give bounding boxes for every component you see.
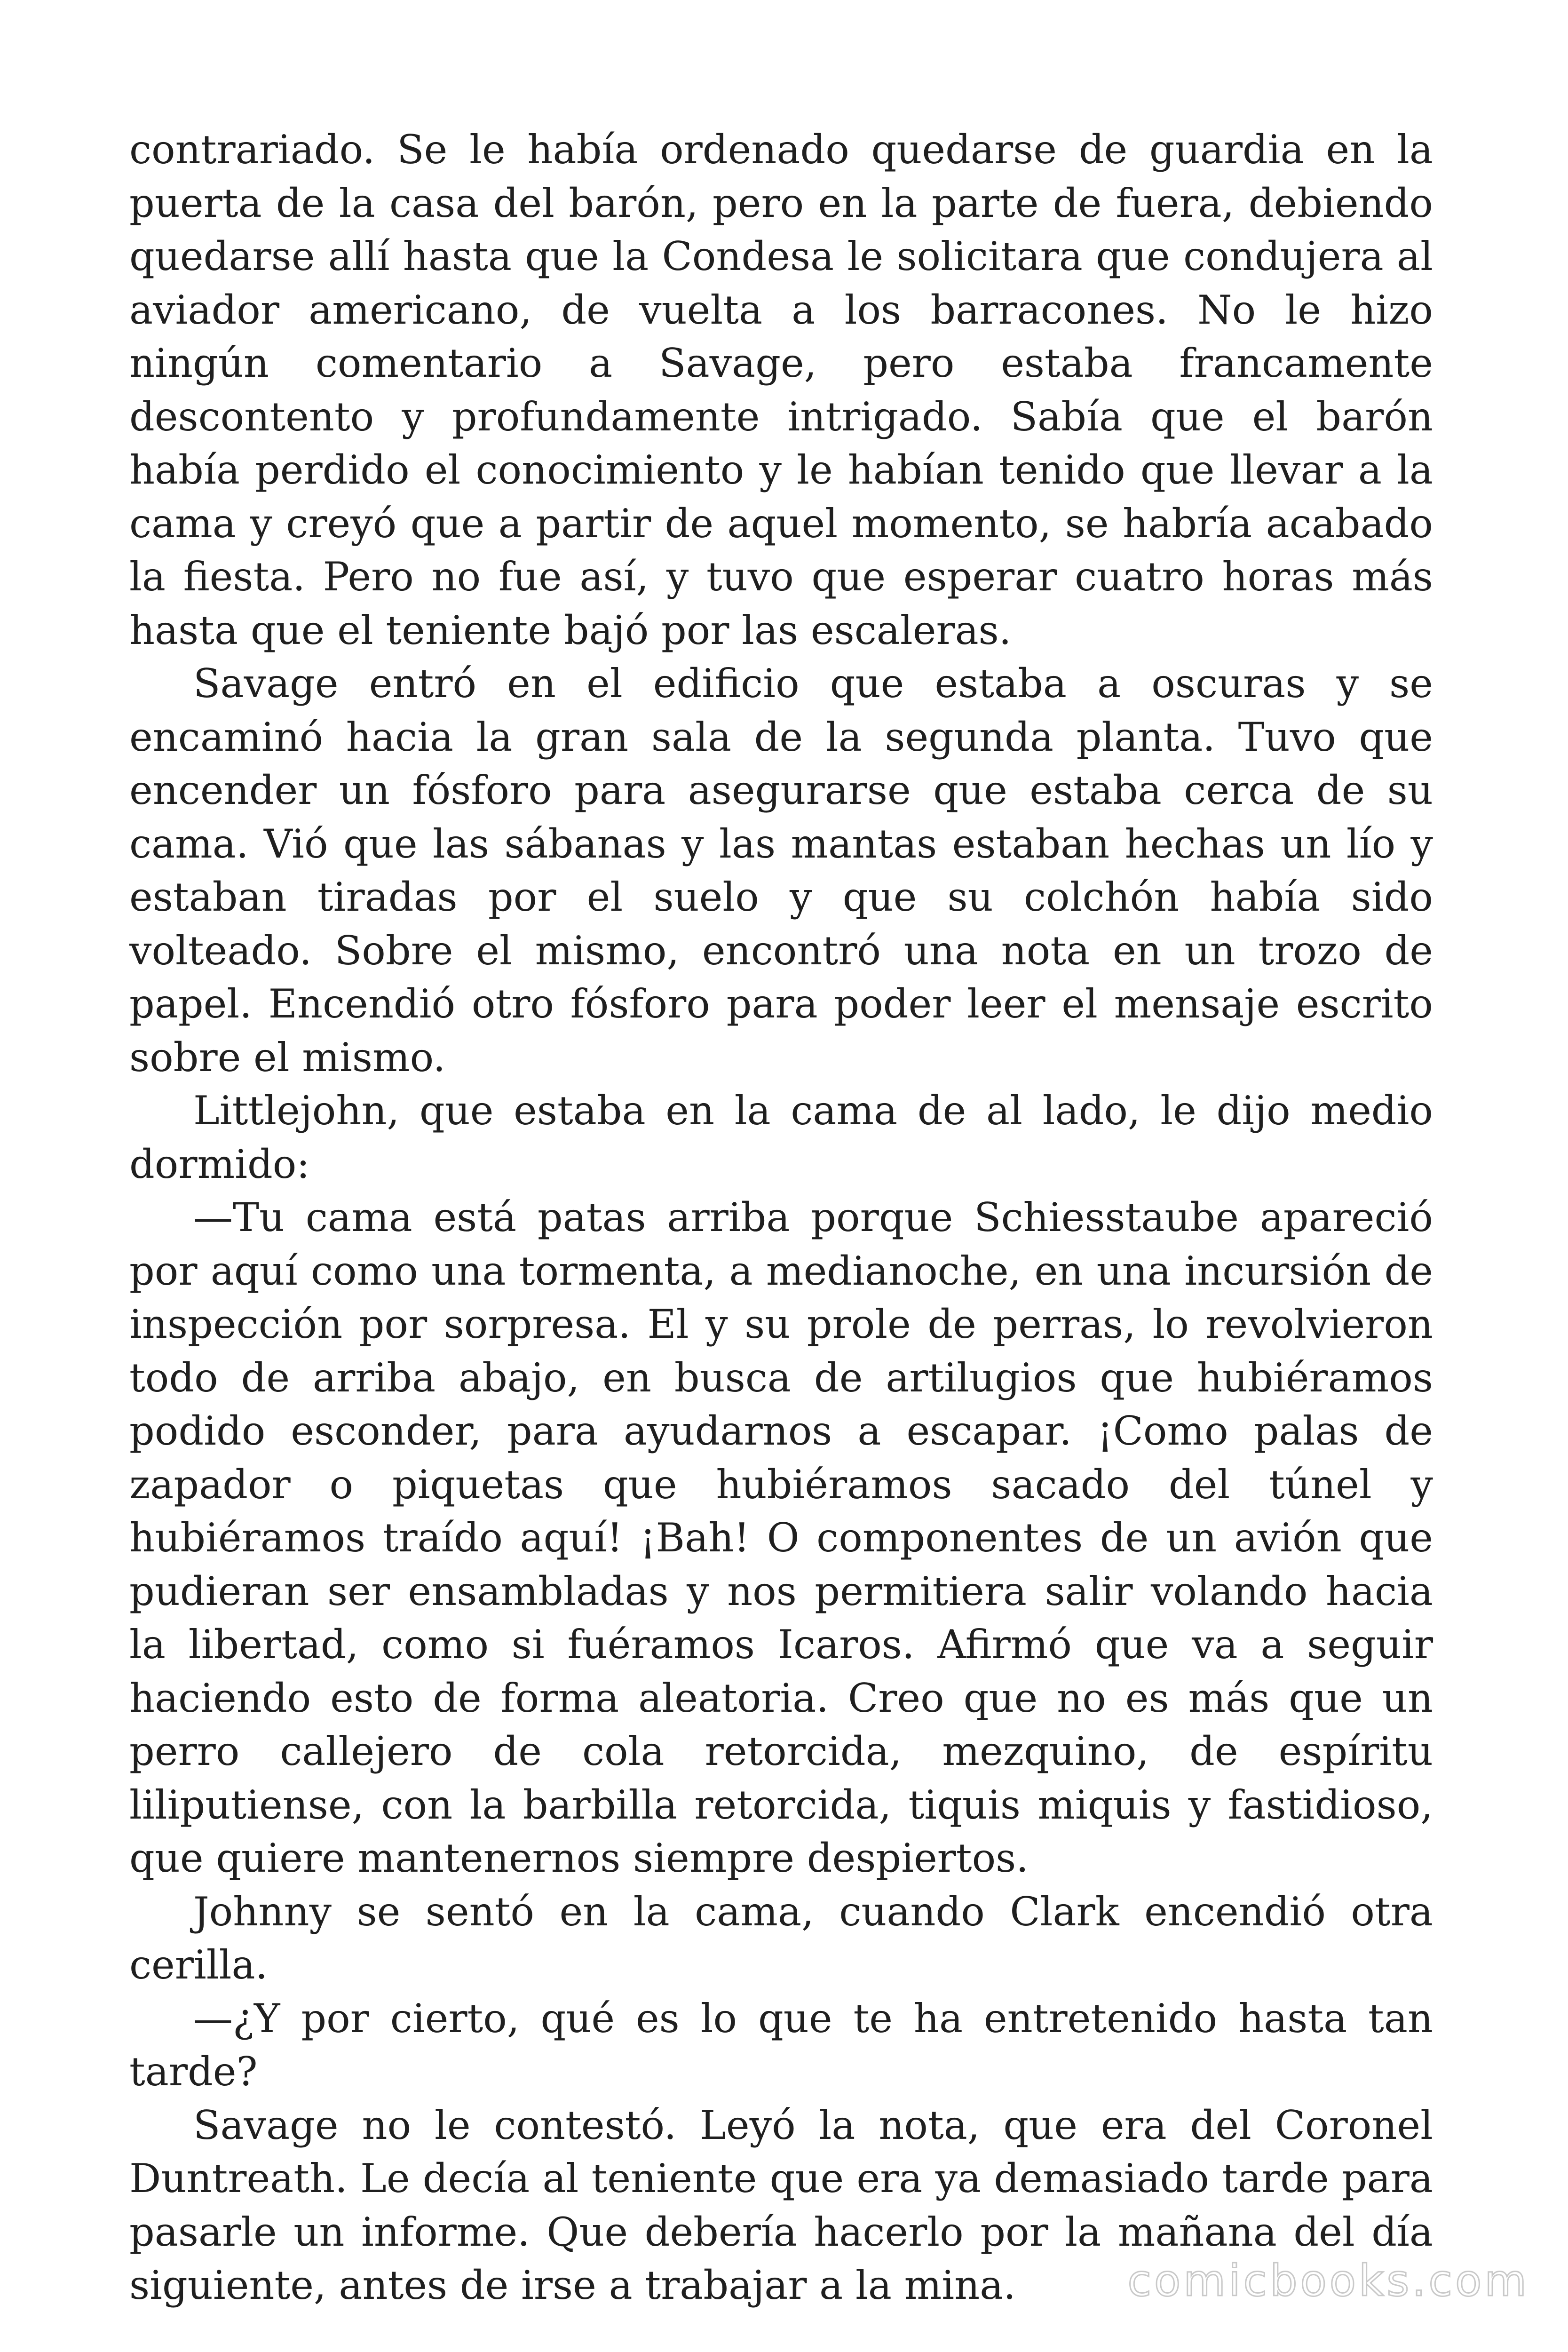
paragraph-4: —Tu cama está patas arriba porque Schiesstaube apareció por aquí como una tormenta, a medianoche, en una incursión de inspección por sorpresa. El y su prole de perras, lo revolvieron todo de arriba abajo, en busca de artilugios que hubiéramos podido esconder, para ayudarnos a escapar. ¡Como palas de zapador o piquetas que hubiéramos sacado del túnel y hubiéramos traído aquí! ¡Bah! O componentes de un avión que pudieran ser ensambladas y nos permitiera salir volando hacia la libertad, como si fuéramos Icaros. Afirmó que va a seguir haciendo esto de forma aleatoria. Creo que no es más que un perro callejero de cola retorcida, mezquino, de espíritu liliputiense, con la barbilla retorcida, tiquis miquis y fastidioso, que quiere mantenernos siempre despiertos. (129, 1194, 1433, 1881)
paragraph-7: Savage no le contestó. Leyó la nota, que era del Coronel Duntreath. Le decía al teniente que era ya demasiado tarde para pasarle un informe. Que debería hacerlo por la mañana del día siguiente, antes de irse a trabajar a la mina. (129, 2102, 1433, 2308)
paragraph-5: Johnny se sentó en la cama, cuando Clark encendió otra cerilla. (129, 1888, 1433, 1988)
paragraph-6: —¿Y por cierto, qué es lo que te ha entretenido hasta tan tarde? (129, 1995, 1433, 2095)
paragraph-1: contrariado. Se le había ordenado quedarse de guardia en la puerta de la casa del barón, pero en la parte de fuera, debiendo quedarse allí hasta que la Condesa le solicitara que condujera al aviador americano, de vuelta a los barracones. No le hizo ningún comentario a Savage, pero estaba francamente descontento y profundamente intrigado. Sabía que el barón había perdido el conocimiento y le habían tenido que llevar a la cama y creyó que a partir de aquel momento, se habría acabado la fiesta. Pero no fue así, y tuvo que esperar cuatro horas más hasta que el teniente bajó por las escaleras. (129, 127, 1433, 653)
paragraph-2: Savage entró en el edificio que estaba a oscuras y se encaminó hacia la gran sala de la segunda planta. Tuvo que encender un fósforo para asegurarse que estaba cerca de su cama. Vió que las sábanas y las mantas estaban hechas un lío y estaban tiradas por el suelo y que su colchón había sido volteado. Sobre el mismo, encontró una nota en un trozo de papel. Encendió otro fósforo para poder leer el mensaje escrito sobre el mismo. (129, 660, 1433, 1081)
body-text (129, 123, 1433, 2312)
watermark: comicbooks.com (1127, 2256, 1529, 2306)
paragraph-3: Littlejohn, que estaba en la cama de al lado, le dijo medio dormido: (129, 1088, 1433, 1187)
